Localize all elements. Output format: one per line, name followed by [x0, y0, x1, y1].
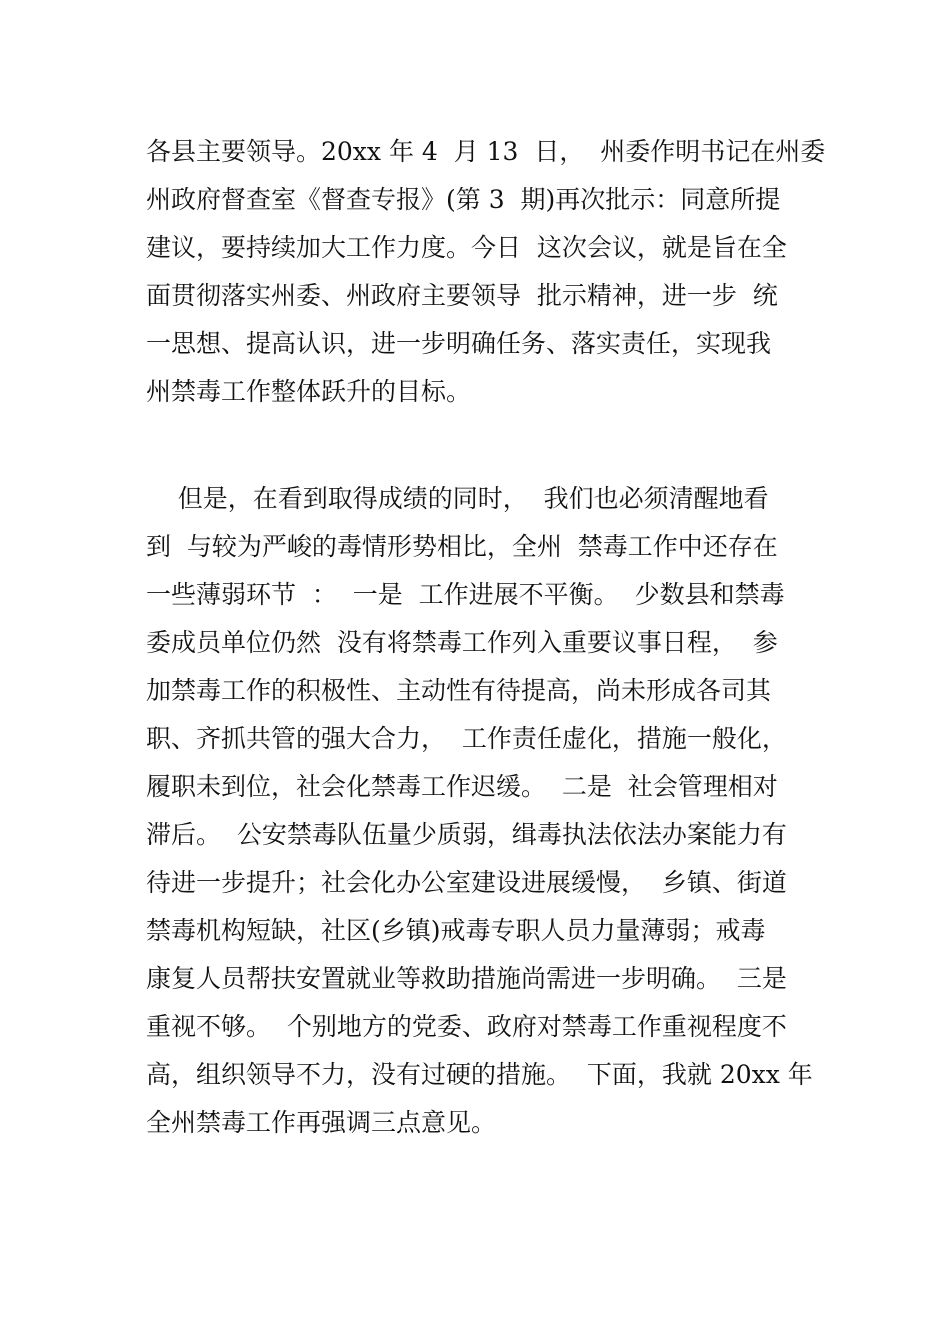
paragraph-line: 到 与较为严峻的毒情形势相比，全州 禁毒工作中还存在	[146, 532, 778, 561]
paragraph-line: 履职未到位，社会化禁毒工作迟缓。 二是 社会管理相对	[146, 772, 778, 801]
paragraph-line: 康复人员帮扶安置就业等救助措施尚需进一步明确。 三是	[146, 964, 787, 993]
paragraph-line: 高，组织领导不力，没有过硬的措施。 下面，我就 20xx 年	[146, 1060, 813, 1089]
paragraph-line: 但是，在看到取得成绩的同时， 我们也必须清醒地看	[146, 484, 769, 513]
paragraph-line: 全州禁毒工作再强调三点意见。	[146, 1108, 497, 1137]
paragraph-line: 待进一步提升；社会化办公室建设进展缓慢， 乡镇、街道	[146, 868, 787, 897]
paragraph-2	[146, 475, 813, 1147]
paragraph-line: 重视不够。 个别地方的党委、政府对禁毒工作重视程度不	[146, 1012, 787, 1041]
paragraph-line: 职、齐抓共管的强大合力， 工作责任虚化，措施一般化，	[146, 724, 787, 753]
paragraph-line: 一思想、提高认识，进一步明确任务、落实责任，实现我	[146, 329, 772, 358]
paragraph-line: 滞后。 公安禁毒队伍量少质弱，缉毒执法依法办案能力有	[146, 820, 787, 849]
paragraph-line: 加禁毒工作的积极性、主动性有待提高，尚未形成各司其	[146, 676, 772, 705]
paragraph-line: 禁毒机构短缺，社区(乡镇)戒毒专职人员力量薄弱；戒毒	[146, 916, 766, 945]
paragraph-line: 建议，要持续加大工作力度。今日 这次会议，就是旨在全	[146, 233, 787, 262]
paragraph-line: 州政府督查室《督查专报》(第 3 期)再次批示：同意所提	[146, 185, 781, 214]
paragraph-line: 委成员单位仍然 没有将禁毒工作列入重要议事日程， 参	[146, 628, 778, 657]
paragraph-line: 各县主要领导。20xx 年 4 月 13 日， 州委作明书记在州委	[146, 137, 826, 166]
paragraph-line: 一些薄弱环节 ： 一是 工作进展不平衡。 少数县和禁毒	[146, 580, 785, 609]
paragraph-1	[146, 128, 826, 416]
paragraph-line: 面贯彻落实州委、州政府主要领导 批示精神，进一步 统	[146, 281, 778, 310]
paragraph-line: 州禁毒工作整体跃升的目标。	[146, 377, 472, 406]
